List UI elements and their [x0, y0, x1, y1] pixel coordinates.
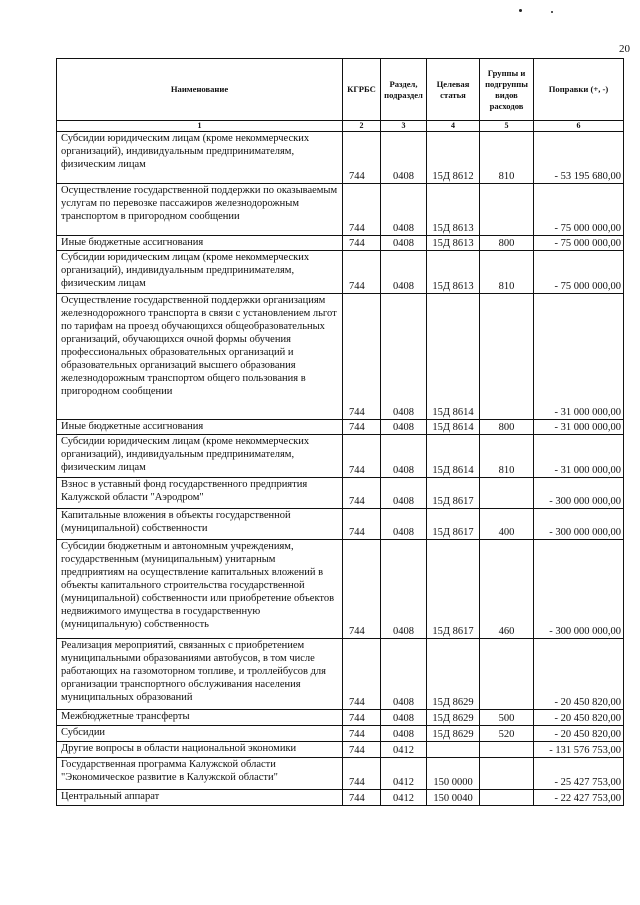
cell-section: 0408	[381, 726, 427, 742]
cell-target: 15Д 8613	[427, 251, 480, 294]
scan-speck	[519, 9, 522, 12]
column-number: 3	[381, 121, 427, 132]
cell-name: Взнос в уставный фонд государственного предприятия Калужской области "Аэродром"	[57, 478, 343, 509]
cell-amendment: - 22 427 753,00	[534, 790, 624, 806]
table-row	[57, 710, 624, 726]
cell-target: 15Д 8629	[427, 726, 480, 742]
cell-section: 0408	[381, 184, 427, 236]
table-header-row	[57, 59, 624, 121]
cell-name: Субсидии юридическим лицам (кроме некоммерческих организаций), индивидуальным предпринимателям, физическим лицам	[57, 251, 343, 294]
cell-amendment: - 53 195 680,00	[534, 132, 624, 184]
cell-section: 0408	[381, 435, 427, 478]
cell-section: 0408	[381, 478, 427, 509]
cell-section: 0408	[381, 710, 427, 726]
cell-group	[480, 184, 534, 236]
cell-amendment: - 31 000 000,00	[534, 435, 624, 478]
cell-name: Межбюджетные трансферты	[57, 710, 343, 726]
cell-section: 0408	[381, 420, 427, 435]
cell-kgrbs: 744	[343, 132, 381, 184]
cell-section: 0408	[381, 540, 427, 639]
cell-name: Реализация мероприятий, связанных с приобретением муниципальными образованиями автобусов, в том числе работающих на газомоторном топливе, и троллейбусов для организации транспортного обслуживания населения муниципальных образований	[57, 639, 343, 710]
cell-kgrbs: 744	[343, 726, 381, 742]
cell-group	[480, 758, 534, 790]
cell-amendment: - 20 450 820,00	[534, 639, 624, 710]
header-kgrbs: КГРБС	[343, 59, 381, 121]
cell-kgrbs: 744	[343, 639, 381, 710]
cell-target: 15Д 8629	[427, 639, 480, 710]
table-row	[57, 726, 624, 742]
cell-amendment: - 300 000 000,00	[534, 540, 624, 639]
cell-section: 0412	[381, 790, 427, 806]
cell-group: 810	[480, 435, 534, 478]
cell-name: Осуществление государственной поддержки по оказываемым услугам по перевозке пассажиров железнодорожным транспортом в пригородном сообщении	[57, 184, 343, 236]
cell-kgrbs: 744	[343, 509, 381, 540]
table-row	[57, 540, 624, 639]
cell-section: 0412	[381, 742, 427, 758]
cell-kgrbs: 744	[343, 540, 381, 639]
cell-kgrbs: 744	[343, 790, 381, 806]
cell-kgrbs: 744	[343, 184, 381, 236]
cell-group	[480, 639, 534, 710]
table-row	[57, 790, 624, 806]
cell-kgrbs: 744	[343, 294, 381, 420]
cell-target: 15Д 8617	[427, 540, 480, 639]
cell-name: Капитальные вложения в объекты государственной (муниципальной) собственности	[57, 509, 343, 540]
column-number: 5	[480, 121, 534, 132]
cell-target: 15Д 8617	[427, 509, 480, 540]
cell-name: Субсидии юридическим лицам (кроме некоммерческих организаций), индивидуальным предпринимателям, физическим лицам	[57, 132, 343, 184]
cell-amendment: - 31 000 000,00	[534, 420, 624, 435]
cell-target: 15Д 8614	[427, 294, 480, 420]
cell-name: Субсидии	[57, 726, 343, 742]
cell-kgrbs: 744	[343, 478, 381, 509]
cell-section: 0408	[381, 251, 427, 294]
cell-section: 0408	[381, 509, 427, 540]
cell-name: Осуществление государственной поддержки организациям железнодорожного транспорта в связи с установлением льгот по тарифам на проезд обучающихся общеобразовательных организаций, обучающихся очной формы обучения профессиональных образовательных организаций и образовательных организаций высшего образования железнодорожным транспортом общего пользования в пригородном сообщении	[57, 294, 343, 420]
table-row	[57, 420, 624, 435]
cell-section: 0408	[381, 639, 427, 710]
cell-group	[480, 478, 534, 509]
table-row	[57, 435, 624, 478]
cell-group	[480, 742, 534, 758]
table-row	[57, 251, 624, 294]
cell-target: 15Д 8612	[427, 132, 480, 184]
column-number: 6	[534, 121, 624, 132]
cell-target: 150 0000	[427, 758, 480, 790]
cell-name: Субсидии юридическим лицам (кроме некоммерческих организаций), индивидуальным предпринимателям, физическим лицам	[57, 435, 343, 478]
table-row	[57, 509, 624, 540]
cell-kgrbs: 744	[343, 435, 381, 478]
cell-amendment: - 25 427 753,00	[534, 758, 624, 790]
header-amendment: Поправки (+, -)	[534, 59, 624, 121]
cell-target: 15Д 8614	[427, 420, 480, 435]
cell-group	[480, 294, 534, 420]
cell-kgrbs: 744	[343, 758, 381, 790]
table-row	[57, 639, 624, 710]
cell-group	[480, 790, 534, 806]
cell-section: 0408	[381, 236, 427, 251]
page-number: 20	[619, 43, 630, 55]
header-section: Раздел, подраздел	[381, 59, 427, 121]
cell-target: 150 0040	[427, 790, 480, 806]
cell-name: Субсидии бюджетным и автономным учреждениям, государственным (муниципальным) унитарным предприятиям на осуществление капитальных вложений в объекты капитального строительства государственной (муниципальной) собственности или приобретение объектов недвижимого имущества в государственную (муниципальную) собственность	[57, 540, 343, 639]
header-name: Наименование	[57, 59, 343, 121]
budget-amendments-table	[56, 58, 624, 806]
cell-amendment: - 20 450 820,00	[534, 726, 624, 742]
cell-target: 15Д 8629	[427, 710, 480, 726]
column-numbers-row	[57, 121, 624, 132]
cell-group: 800	[480, 420, 534, 435]
table-row	[57, 132, 624, 184]
cell-name: Другие вопросы в области национальной экономики	[57, 742, 343, 758]
cell-name: Центральный аппарат	[57, 790, 343, 806]
table-row	[57, 294, 624, 420]
cell-amendment: - 31 000 000,00	[534, 294, 624, 420]
cell-target: 15Д 8617	[427, 478, 480, 509]
cell-section: 0412	[381, 758, 427, 790]
cell-amendment: - 20 450 820,00	[534, 710, 624, 726]
cell-group: 810	[480, 251, 534, 294]
cell-amendment: - 75 000 000,00	[534, 251, 624, 294]
cell-kgrbs: 744	[343, 742, 381, 758]
cell-group: 400	[480, 509, 534, 540]
table-row	[57, 742, 624, 758]
cell-kgrbs: 744	[343, 251, 381, 294]
cell-name: Государственная программа Калужской области "Экономическое развитие в Калужской области"	[57, 758, 343, 790]
header-target: Целевая статья	[427, 59, 480, 121]
cell-target: 15Д 8613	[427, 184, 480, 236]
table-body	[57, 132, 624, 806]
table-row	[57, 758, 624, 790]
table-row	[57, 184, 624, 236]
cell-target	[427, 742, 480, 758]
cell-group: 800	[480, 236, 534, 251]
cell-target: 15Д 8613	[427, 236, 480, 251]
cell-amendment: - 300 000 000,00	[534, 509, 624, 540]
cell-amendment: - 75 000 000,00	[534, 184, 624, 236]
cell-group: 520	[480, 726, 534, 742]
cell-amendment: - 300 000 000,00	[534, 478, 624, 509]
cell-amendment: - 131 576 753,00	[534, 742, 624, 758]
cell-name: Иные бюджетные ассигнования	[57, 420, 343, 435]
cell-name: Иные бюджетные ассигнования	[57, 236, 343, 251]
column-number: 4	[427, 121, 480, 132]
cell-section: 0408	[381, 132, 427, 184]
cell-amendment: - 75 000 000,00	[534, 236, 624, 251]
column-number: 2	[343, 121, 381, 132]
cell-group: 810	[480, 132, 534, 184]
cell-kgrbs: 744	[343, 710, 381, 726]
cell-target: 15Д 8614	[427, 435, 480, 478]
cell-kgrbs: 744	[343, 236, 381, 251]
scan-speck	[551, 11, 553, 13]
cell-group: 460	[480, 540, 534, 639]
table-row	[57, 478, 624, 509]
table-row	[57, 236, 624, 251]
column-number: 1	[57, 121, 343, 132]
cell-kgrbs: 744	[343, 420, 381, 435]
cell-section: 0408	[381, 294, 427, 420]
header-group: Группы и подгруппы видов расходов	[480, 59, 534, 121]
cell-group: 500	[480, 710, 534, 726]
